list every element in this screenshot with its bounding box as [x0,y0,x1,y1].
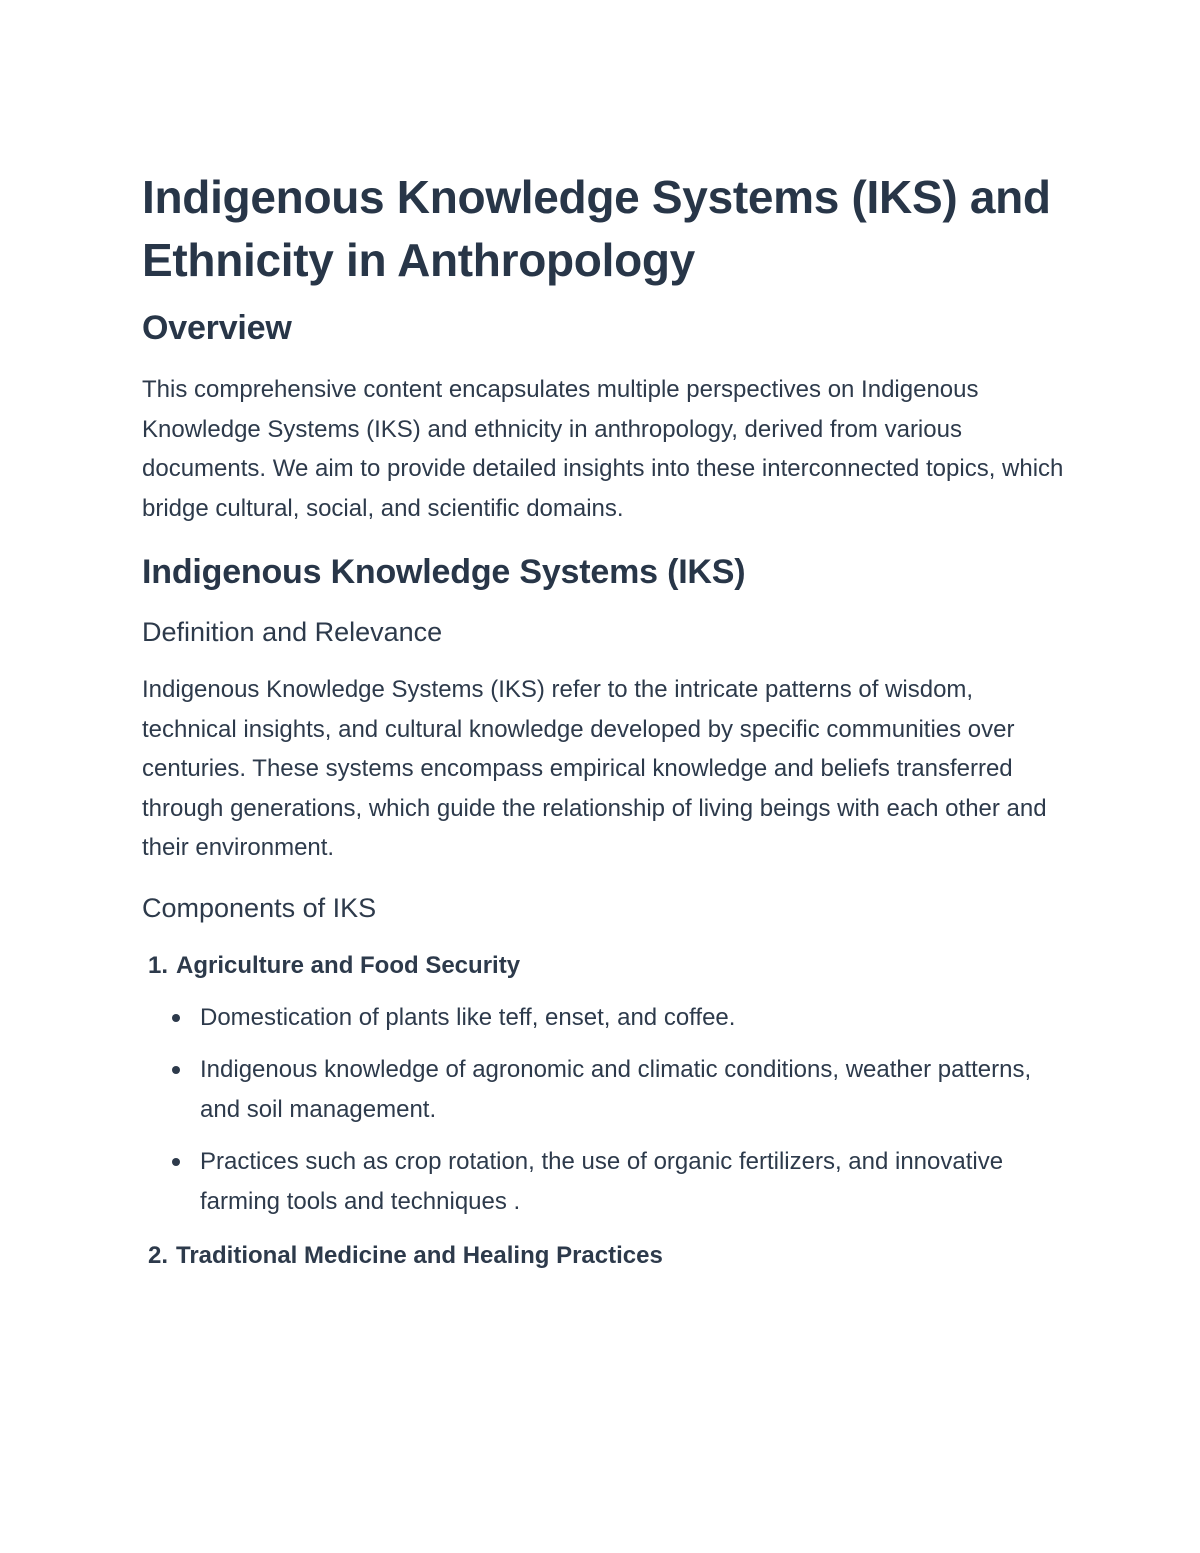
component-title: Traditional Medicine and Healing Practices [176,1241,663,1269]
component-title: Agriculture and Food Security [176,951,521,979]
components-heading: Components of IKS [142,892,377,923]
bullet-text: Domestication of plants like teff, enset, and coffee. [200,1003,736,1031]
bullet-icon [172,1014,180,1022]
component-item-agriculture [142,948,1072,984]
overview-heading: Overview [142,309,292,347]
list-item [142,1142,1072,1222]
bullet-icon [172,1158,180,1166]
bullet-icon [172,1066,180,1074]
overview-paragraph: This comprehensive content encapsulates multiple perspectives on Indigenous Knowledge Systems (IKS) and ethnicity in anthropology, derived from various documents. We aim to provide detailed insights into these interconnected topics, which bridge cultural, social, and scientific domains. [142,376,1064,522]
document-title: Indigenous Knowledge Systems (IKS) and Ethnicity in Anthropology [142,171,1051,286]
component-item-medicine [142,1238,1072,1274]
list-item [142,1050,1072,1130]
definition-heading: Definition and Relevance [142,617,443,647]
definition-paragraph: Indigenous Knowledge Systems (IKS) refer to the intricate patterns of wisdom, technical insights, and cultural knowledge developed by specific communities over centuries. These systems encompass empirical knowledge and beliefs transferred through generations, which guide the relationship of living beings with each other and their environment. [142,676,1047,861]
list-item [142,998,1072,1038]
iks-heading: Indigenous Knowledge Systems (IKS) [142,553,746,591]
document-page [142,166,1072,1274]
list-number: 1. [148,951,169,979]
bullet-text: Indigenous knowledge of agronomic and climatic conditions, weather patterns, and soil management. [200,1055,1032,1123]
list-number: 2. [148,1241,169,1269]
agriculture-bullet-list [142,998,1072,1222]
bullet-text: Practices such as crop rotation, the use of organic fertilizers, and innovative farming tools and techniques . [200,1147,1004,1215]
